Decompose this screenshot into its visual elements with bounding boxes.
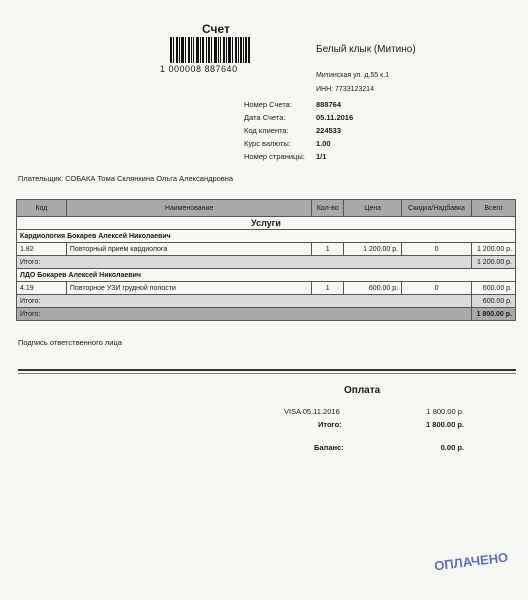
meta-label-exchange-rate: Курс валюты: <box>244 139 291 148</box>
section-row <box>17 217 516 230</box>
cell-qty: 1 <box>312 243 344 256</box>
cell-name: Повторное УЗИ грудной полости <box>66 282 311 295</box>
meta-label-client-code: Код клиента: <box>244 126 289 135</box>
paid-stamp: ОПЛАЧЕНО <box>433 549 509 574</box>
payer-line: Плательщик: СОБАКА Тома Склянкина Ольга Александровна <box>18 174 234 183</box>
cell-price: 600.00 р. <box>344 282 402 295</box>
meta-value-invoice-number: 888764 <box>316 100 342 109</box>
col-header-discount: Скидка/Надбавка <box>402 200 472 217</box>
cell-qty: 1 <box>312 282 344 295</box>
cell-name: Повторный прием кардиолога <box>66 243 311 256</box>
col-header-code: Код <box>17 200 67 217</box>
table-header-row <box>17 200 516 217</box>
barcode <box>170 37 250 63</box>
cell-total: 600.00 р. <box>472 282 516 295</box>
balance-label: Баланс: <box>314 443 344 452</box>
group-total-label: Итого: <box>17 256 472 269</box>
group-total-row <box>17 295 516 308</box>
cell-discount: 0 <box>402 282 472 295</box>
col-header-qty: Кол-во <box>312 200 344 217</box>
meta-value-client-code: 224533 <box>316 126 342 135</box>
grand-total-label: Итого: <box>17 308 472 321</box>
meta-value-exchange-rate: 1.00 <box>316 139 331 148</box>
clinic-address: Митинская ул. д.55 к.1 <box>316 72 390 79</box>
payment-total-label: Итого: <box>318 420 342 429</box>
grand-total-row <box>17 308 516 321</box>
group-total-row <box>17 256 516 269</box>
payment-total-value: 1 800.00 р. <box>426 420 464 429</box>
services-table <box>16 199 516 321</box>
document-title: Счет <box>202 22 230 36</box>
cell-code: 4.19 <box>17 282 67 295</box>
group-total-value: 1 200.00 р. <box>472 256 516 269</box>
divider <box>18 369 516 371</box>
payment-title: Оплата <box>344 385 381 396</box>
payment-method-amount: 1 800.00 р. <box>426 407 464 416</box>
cell-price: 1 200.00 р. <box>344 243 402 256</box>
group-total-label: Итого: <box>17 295 472 308</box>
group-title: ЛДО Бокарев Алексей Николаевич <box>17 269 516 282</box>
meta-label-invoice-number: Номер Счета: <box>244 100 292 109</box>
group-header-row <box>17 269 516 282</box>
group-header-row <box>17 230 516 243</box>
table-row <box>17 282 516 295</box>
grand-total-value: 1 800.00 р. <box>472 308 516 321</box>
meta-label-invoice-date: Дата Счета: <box>244 113 286 122</box>
clinic-inn: ИНН: 7733123214 <box>316 86 374 93</box>
balance-value: 0.00 р. <box>440 443 464 452</box>
group-title: Кардиология Бокарев Алексей Николаевич <box>17 230 516 243</box>
signature-label: Подпись ответственного лица <box>18 338 122 347</box>
meta-label-page-number: Номер страницы: <box>244 152 305 161</box>
meta-value-invoice-date: 05.11.2016 <box>316 113 354 122</box>
barcode-number: 1 000008 887640 <box>160 64 238 74</box>
clinic-name: Белый клык (Митино) <box>316 44 416 55</box>
payment-method: VISA 05.11.2016 <box>284 407 340 416</box>
table-row <box>17 243 516 256</box>
group-total-value: 600.00 р. <box>472 295 516 308</box>
col-header-total: Всего <box>472 200 516 217</box>
cell-code: 1.82 <box>17 243 67 256</box>
meta-value-page-number: 1/1 <box>316 152 327 161</box>
section-title: Услуги <box>17 217 516 230</box>
cell-total: 1 200.00 р. <box>472 243 516 256</box>
cell-discount: 0 <box>402 243 472 256</box>
col-header-price: Цена <box>344 200 402 217</box>
divider <box>18 373 516 374</box>
col-header-name: Наименование <box>66 200 311 217</box>
